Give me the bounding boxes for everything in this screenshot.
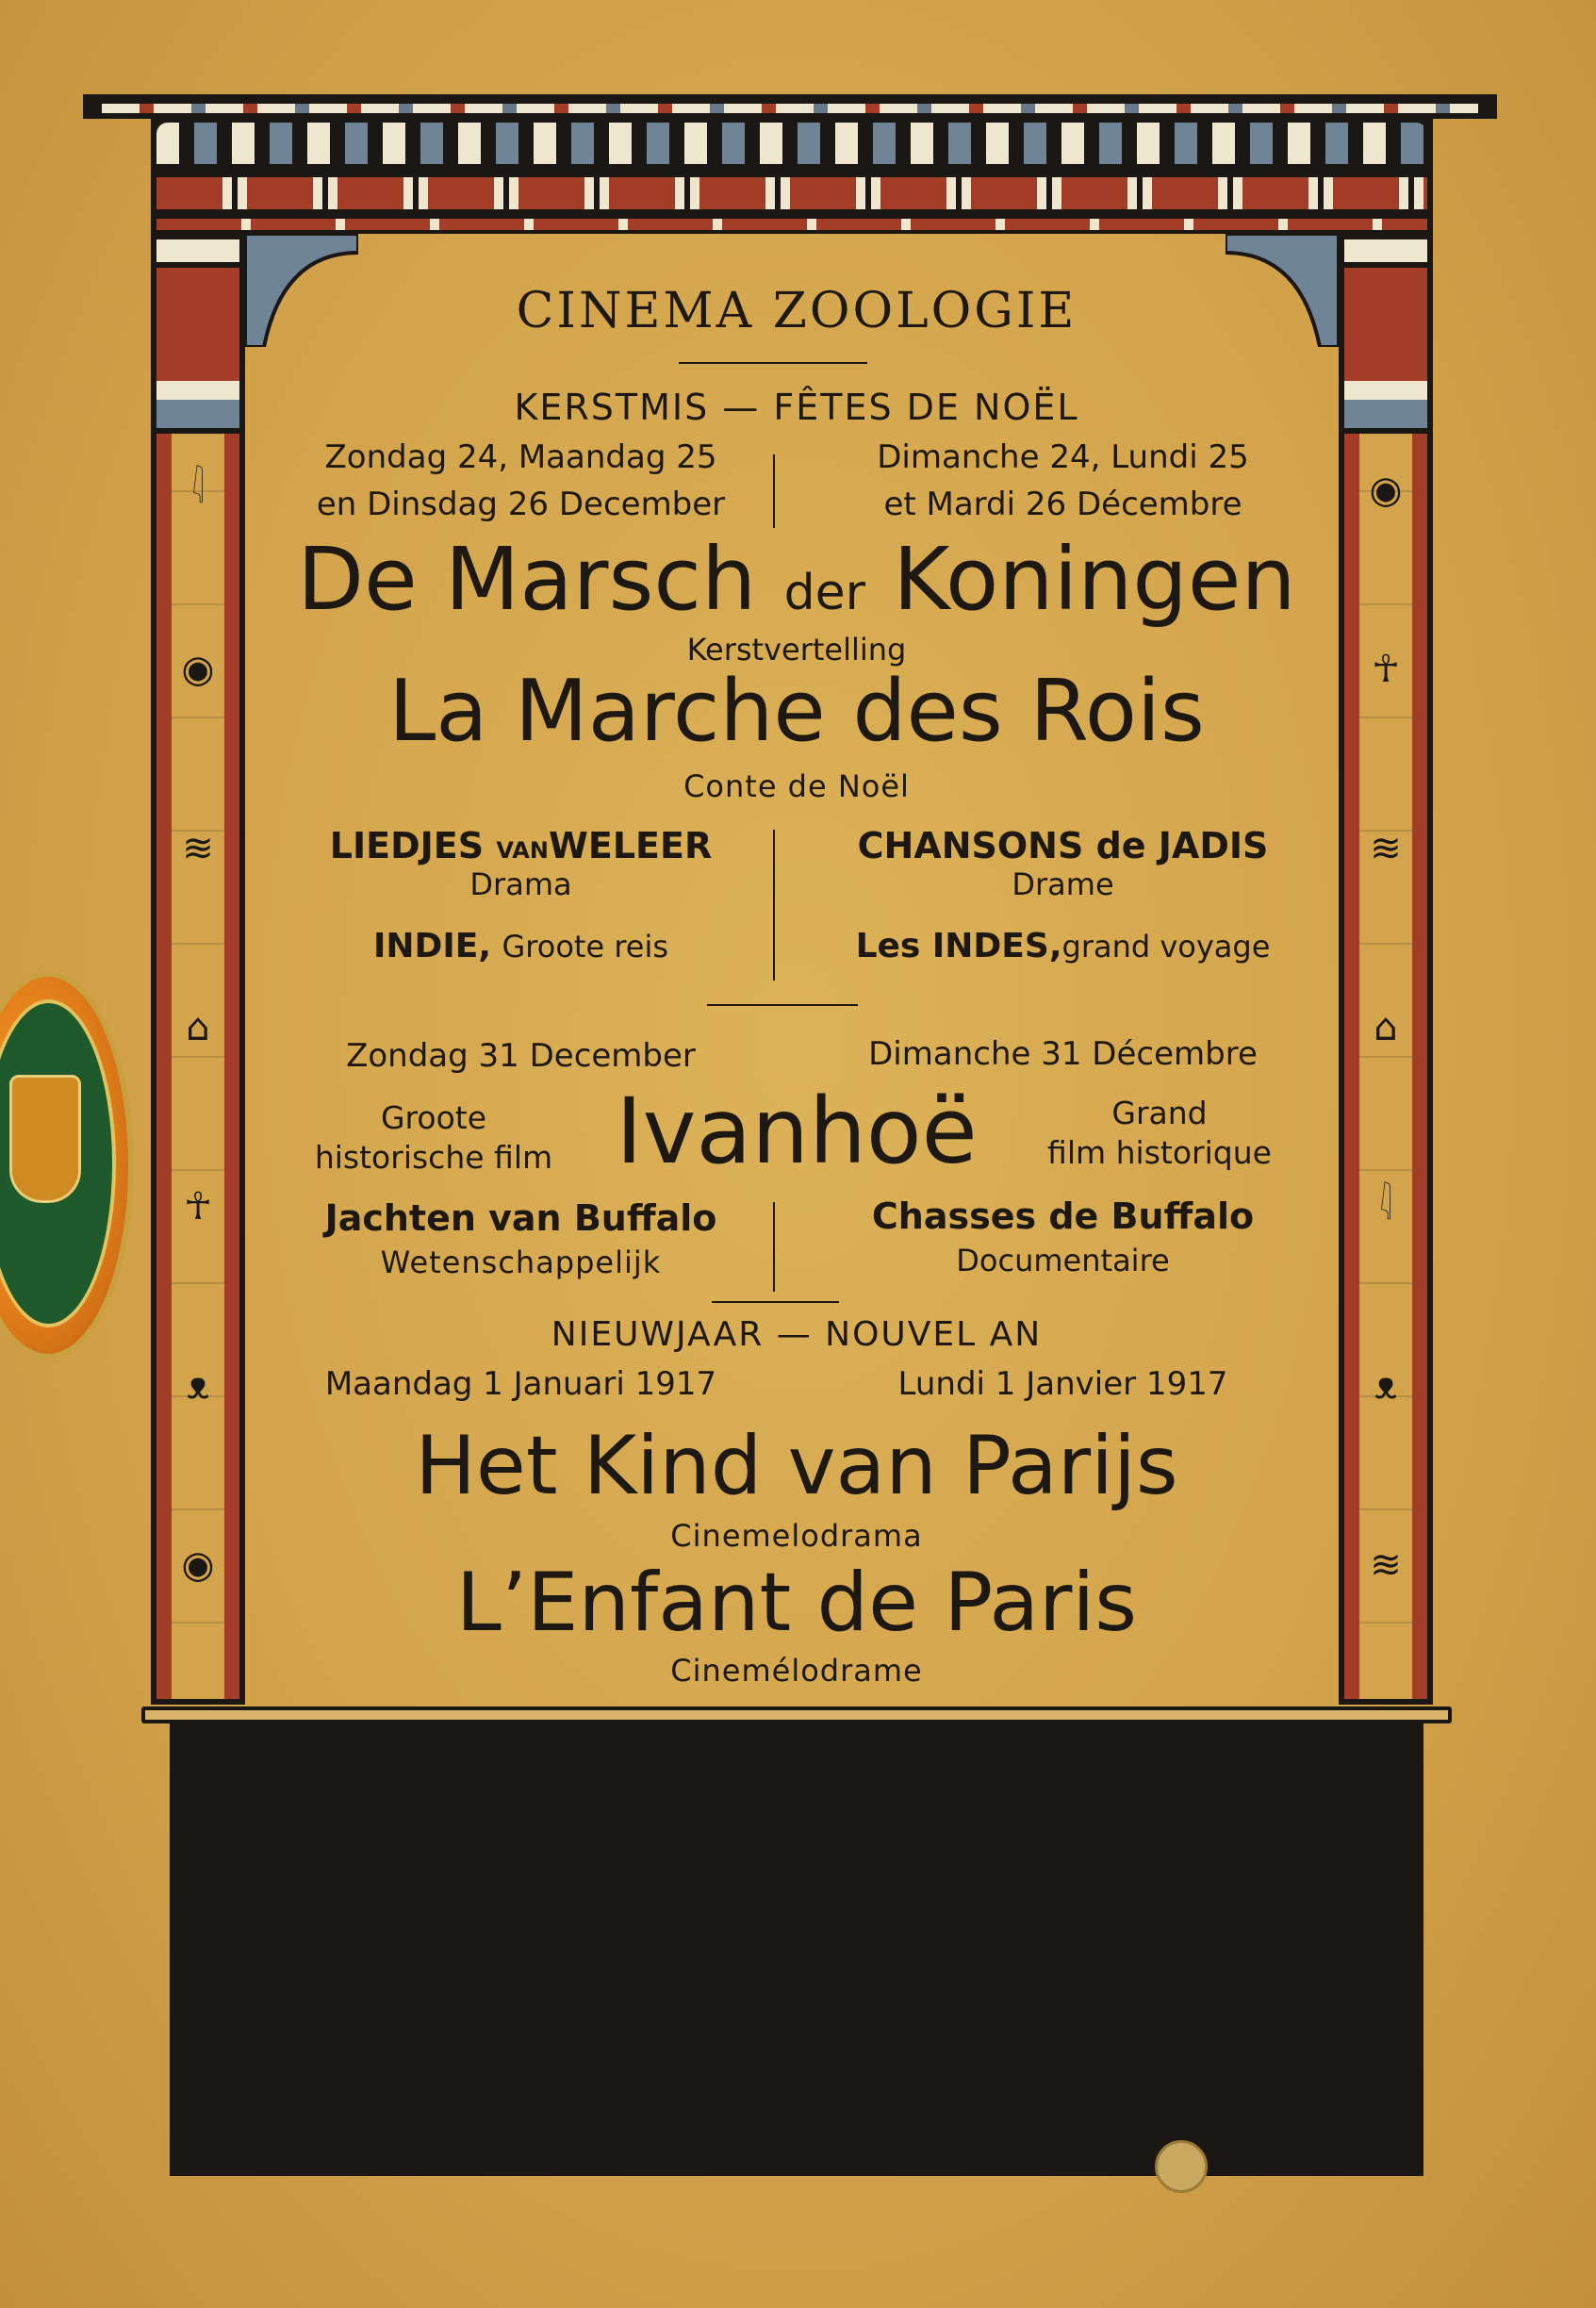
travel-title-nl: INDIE, — [372, 927, 492, 965]
supporting-nl — [264, 825, 778, 965]
reed-hieroglyph-icon: 𓇋 — [1379, 1185, 1392, 1228]
christmas-dates-nl — [264, 434, 778, 528]
newyear-date-fr: Lundi 1 Janvier 1917 — [897, 1365, 1228, 1403]
ivanhoe-genre-nl-2: historische film — [314, 1139, 553, 1176]
date-fr-line-2: et Mardi 26 Décembre — [883, 486, 1242, 523]
film-title-nl-part1: De Marsch — [297, 529, 757, 630]
christmas-heading: KERSTMIS — FÊTES DE NOËL — [514, 387, 1079, 428]
supporting-title-nl-b: VAN — [496, 837, 549, 864]
program-text — [264, 245, 1329, 1697]
ankh-hieroglyph-icon: ☥ — [184, 1185, 212, 1228]
newyear-genre-fr: Cinemélodrame — [670, 1653, 923, 1689]
ivanhoe-genre-fr-2: film historique — [1047, 1134, 1272, 1171]
date-nl-line-1: Zondag 24, Maandag 25 — [324, 438, 717, 476]
supporting-genre-fr: Drame — [1012, 866, 1114, 902]
documentary-genre-fr: Documentaire — [956, 1243, 1170, 1278]
documentary-fr — [797, 1195, 1329, 1278]
newyear-heading: NIEUWJAAR — NOUVEL AN — [551, 1315, 1043, 1354]
frieze-base — [170, 1723, 1423, 2176]
page-title: CINEMA ZOOLOGIE — [516, 283, 1078, 339]
divider — [773, 830, 775, 981]
film-genre-nl: Kerstvertelling — [686, 632, 907, 668]
ground-line — [141, 1706, 1452, 1723]
date-nl-line-2: en Dinsdag 26 December — [316, 486, 726, 523]
documentary-nl — [264, 1197, 778, 1280]
shield-icon — [9, 1075, 81, 1203]
travel-desc-nl: Groote reis — [502, 929, 669, 964]
film-title-nl-part3: Koningen — [893, 529, 1296, 630]
eye-hieroglyph-icon: ◉ — [181, 1543, 215, 1587]
newyear-film-nl: Het Kind van Parijs — [415, 1419, 1178, 1513]
documentary-title-nl: Jachten van Buffalo — [324, 1197, 717, 1239]
film-title-nl — [264, 528, 1329, 645]
ivanhoe-title: Ivanhoë — [616, 1079, 978, 1184]
supporting-title-nl — [264, 825, 778, 866]
newyear-genre-nl: Cinemelodrama — [670, 1518, 923, 1554]
newyear-date-nl: Maandag 1 Januari 1917 — [324, 1365, 717, 1403]
ivanhoe-genre-fr — [1009, 1094, 1310, 1173]
left-pillar — [151, 234, 245, 1705]
water-hieroglyph-icon: ≋ — [1370, 827, 1402, 870]
travel-desc-fr: grand voyage — [1061, 929, 1271, 964]
water-hieroglyph-icon: ≋ — [182, 827, 214, 870]
lintel — [151, 172, 1433, 215]
lintel-lower — [151, 215, 1433, 234]
documentary-genre-nl: Wetenschappelijk — [380, 1245, 662, 1280]
capital-frieze — [151, 115, 1433, 172]
supporting-genre-nl: Drama — [469, 866, 572, 902]
supporting-title-nl-a: LIEDJES — [329, 825, 485, 866]
reed-hieroglyph-icon: 𓇋 — [191, 469, 205, 512]
supporting-title-nl-c: WELEER — [548, 825, 713, 866]
section-rule — [707, 1004, 858, 1006]
date-fr-line-1: Dimanche 24, Lundi 25 — [877, 438, 1249, 476]
ivanhoe-genre-fr-1: Grand — [1111, 1095, 1208, 1131]
supporting-title-fr: CHANSONS de JADIS — [857, 825, 1269, 866]
right-pillar — [1339, 234, 1433, 1705]
divider — [773, 1202, 775, 1292]
water-hieroglyph-icon: ≋ — [1370, 1543, 1402, 1587]
bird-hieroglyph-icon: ⌂ — [186, 1006, 210, 1049]
title-rule — [679, 362, 867, 364]
divider — [773, 454, 775, 528]
section-rule — [712, 1301, 839, 1303]
film-genre-fr: Conte de Noël — [683, 768, 910, 804]
owl-hieroglyph-icon: ᴥ — [186, 1364, 210, 1408]
film-title-fr: La Marche des Rois — [388, 662, 1205, 761]
owl-hieroglyph-icon: ᴥ — [1374, 1364, 1398, 1408]
supporting-fr — [797, 825, 1329, 965]
travel-nl — [264, 927, 778, 965]
christmas-dates-fr — [797, 434, 1329, 528]
eye-hieroglyph-icon: ◉ — [1369, 469, 1403, 512]
eye-hieroglyph-icon: ◉ — [181, 648, 215, 691]
ankh-hieroglyph-icon: ☥ — [1372, 648, 1400, 691]
travel-fr — [797, 927, 1329, 965]
travel-title-fr: Les INDES, — [855, 927, 1062, 965]
film-title-nl-part2: der — [783, 565, 865, 621]
punch-hole — [1155, 2140, 1208, 2193]
sunday31-date-fr: Dimanche 31 Décembre — [868, 1035, 1258, 1073]
ivanhoe-genre-nl-1: Groote — [380, 1099, 487, 1136]
documentary-title-fr: Chasses de Buffalo — [871, 1195, 1255, 1237]
sunday31-date-nl: Zondag 31 December — [346, 1037, 696, 1075]
bird-hieroglyph-icon: ⌂ — [1374, 1006, 1398, 1049]
newyear-film-fr: L’Enfant de Paris — [455, 1556, 1138, 1650]
